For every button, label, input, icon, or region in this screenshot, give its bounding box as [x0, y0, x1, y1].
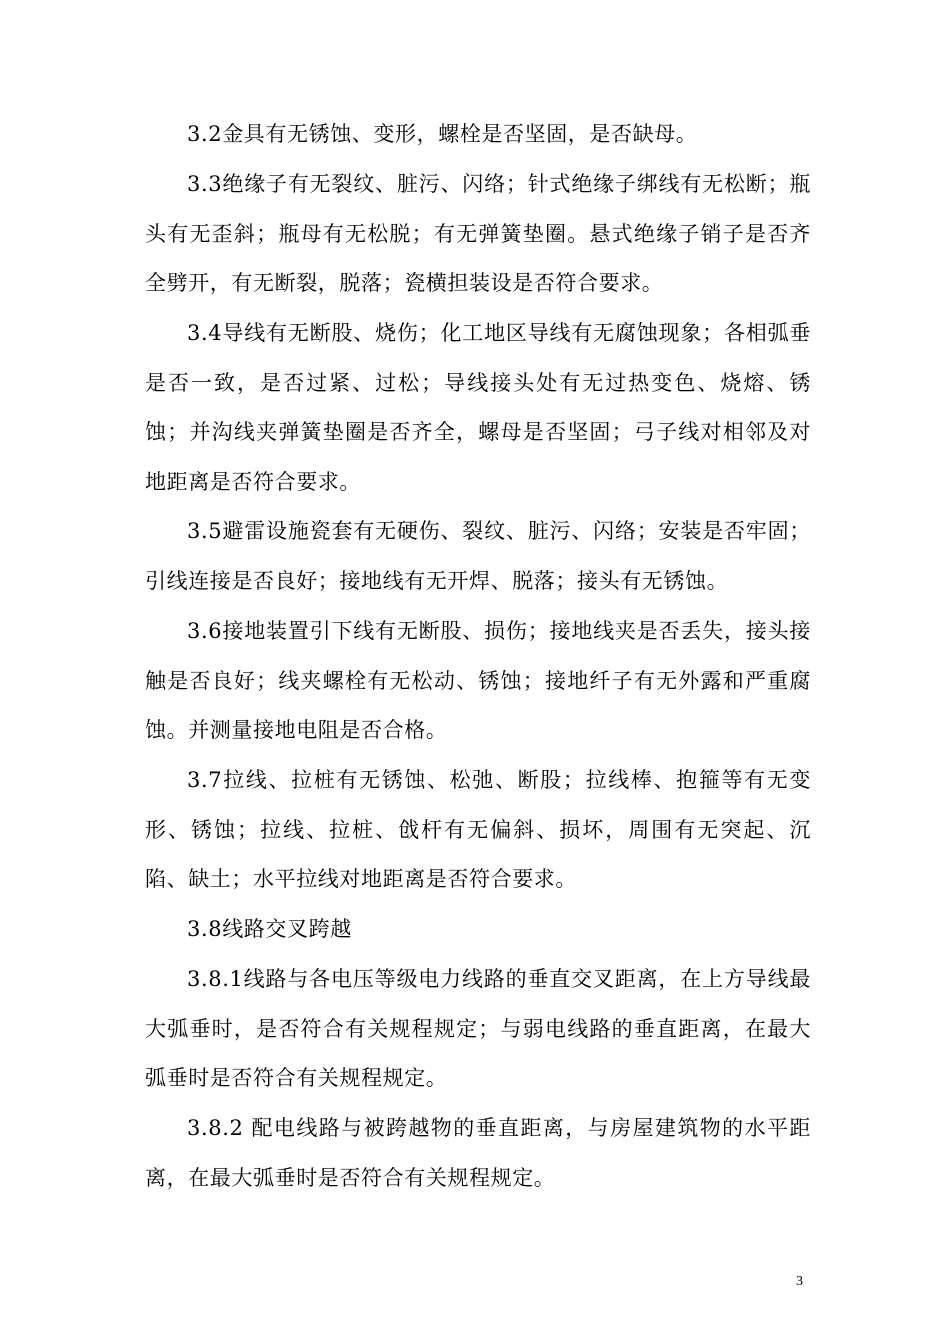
paragraph-3-4: 3.4导线有无断股、烧伤；化工地区导线有无腐蚀现象；各相弧垂是否一致，是否过紧、过松；导线接头处有无过热变色、烧熔、锈蚀；并沟线夹弹簧垫圈是否齐全，螺母是否坚固；弓子线对相邻及对地距离是否符合要求。: [145, 321, 811, 494]
paragraph-3-7: 3.7拉线、拉桩有无锈蚀、松弛、断股；拉线棒、抱箍等有无变形、锈蚀；拉线、拉桩、戗杆有无偏斜、损坏，周围有无突起、沉陷、缺土；水平拉线对地距离是否符合要求。: [145, 768, 811, 891]
paragraph-3-8-1: 3.8.1线路与各电压等级电力线路的垂直交叉距离，在上方导线最大弧垂时，是否符合有关规程规定；与弱电线路的垂直距离，在最大弧垂时是否符合有关规程规定。: [145, 967, 811, 1090]
paragraph-3-8-2: 3.8.2 配电线路与被跨越物的垂直距离，与房屋建筑物的水平距离，在最大弧垂时是否符合有关规程规定。: [145, 1116, 811, 1190]
paragraph-3-6: 3.6接地装置引下线有无断股、损伤；接地线夹是否丢失，接头接触是否良好；线夹螺栓有无松动、锈蚀；接地纤子有无外露和严重腐蚀。并测量接地电阻是否合格。: [145, 619, 811, 742]
paragraph-3-2: 3.2金具有无锈蚀、变形，螺栓是否坚固，是否缺母。: [187, 122, 698, 146]
paragraph-3-5: 3.5避雷设施瓷套有无硬伤、裂纹、脏污、闪络；安装是否牢固；引线连接是否良好；接地线有无开焊、脱落；接头有无锈蚀。: [145, 519, 811, 593]
paragraph-3-8: 3.8线路交叉跨越: [187, 917, 352, 941]
page-number: 3: [796, 1274, 803, 1289]
paragraph-3-3: 3.3绝缘子有无裂纹、脏污、闪络；针式绝缘子绑线有无松断；瓶头有无歪斜；瓶母有无松脱；有无弹簧垫圈。悬式绝缘子销子是否齐全劈开，有无断裂，脱落；瓷横担装设是否符合要求。: [145, 172, 811, 295]
